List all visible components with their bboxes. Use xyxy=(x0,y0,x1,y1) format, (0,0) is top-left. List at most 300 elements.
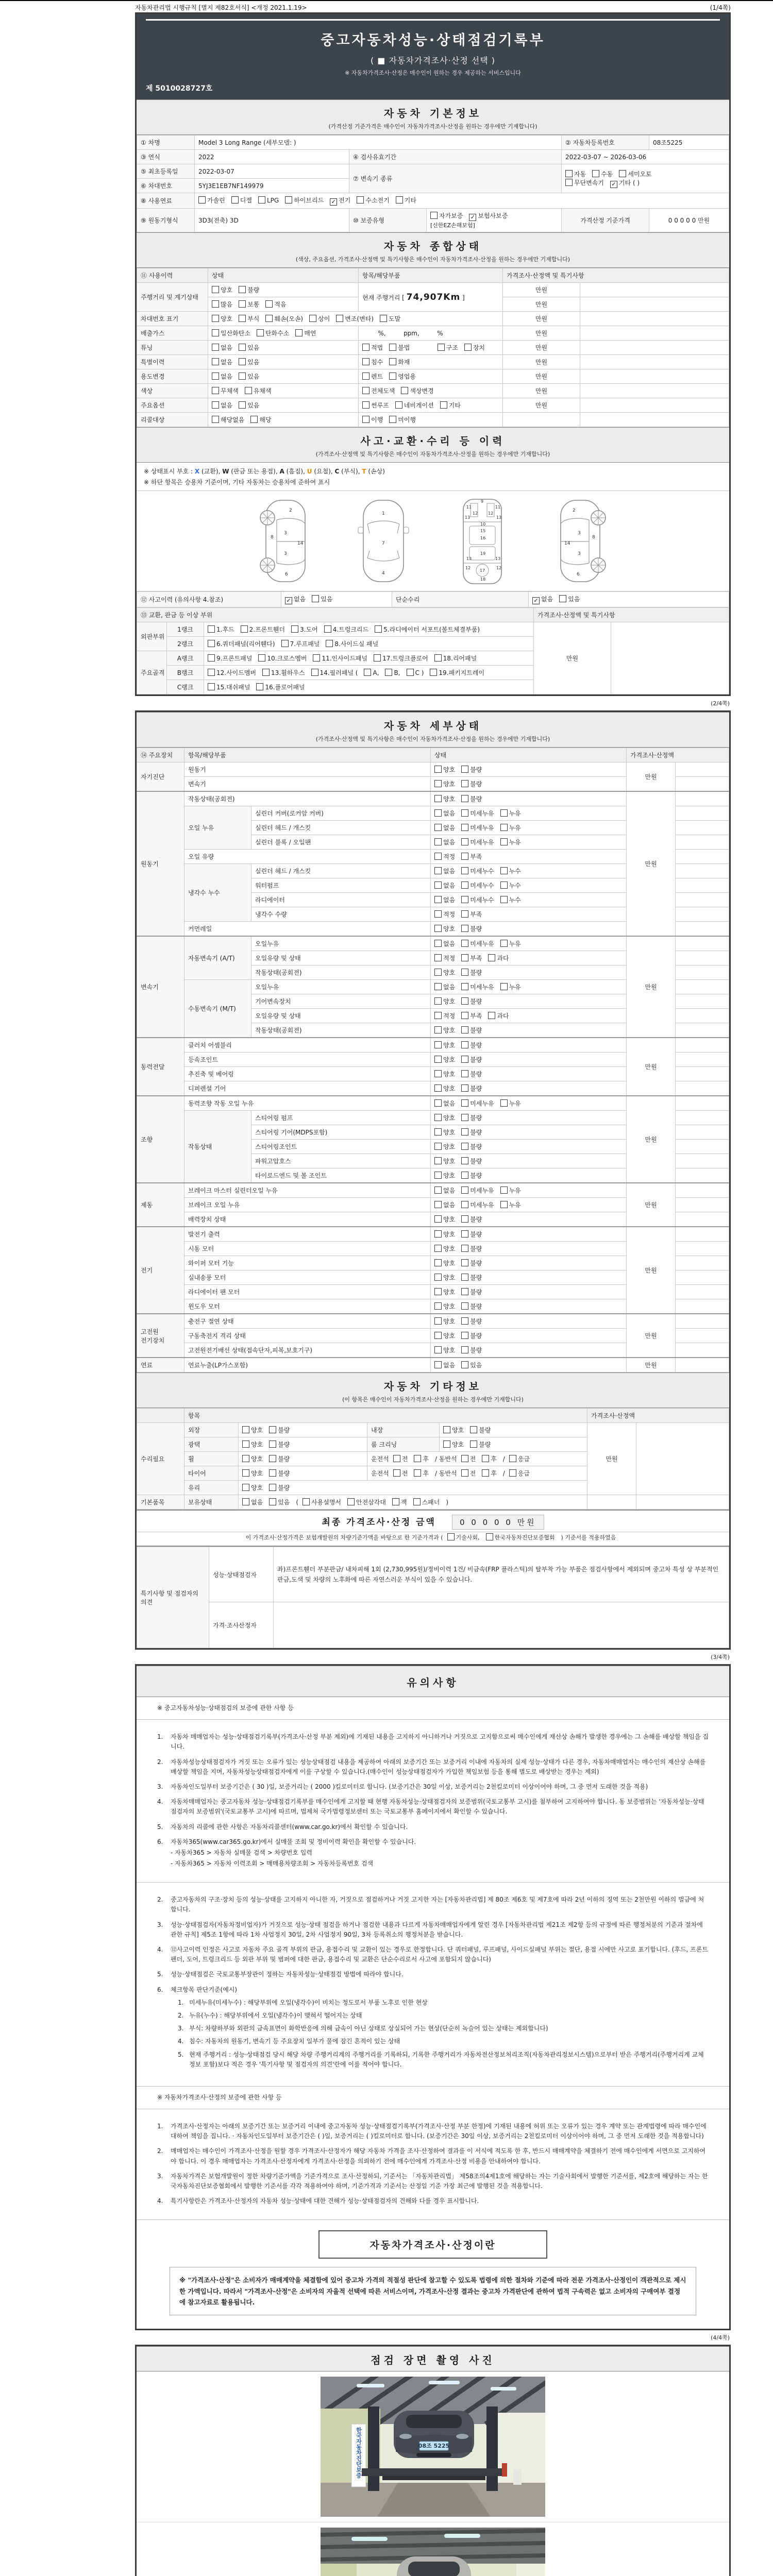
checkbox[interactable] xyxy=(212,315,219,322)
checkbox[interactable] xyxy=(303,1498,310,1505)
checkbox[interactable] xyxy=(461,1114,468,1121)
checkbox[interactable] xyxy=(443,1440,450,1448)
panel-number: 8 xyxy=(592,535,595,540)
checkbox[interactable] xyxy=(461,983,468,990)
fuel-options xyxy=(195,193,729,209)
checkbox[interactable] xyxy=(231,196,239,204)
checkbox[interactable] xyxy=(313,654,320,662)
checkbox[interactable] xyxy=(461,1201,468,1208)
checkbox[interactable] xyxy=(461,1157,468,1164)
checkbox[interactable] xyxy=(242,1455,249,1462)
checkbox[interactable] xyxy=(258,654,265,662)
remarks-cell xyxy=(676,1009,729,1023)
checkbox[interactable] xyxy=(509,1469,516,1477)
checkbox[interactable] xyxy=(434,1056,442,1063)
checkbox[interactable] xyxy=(362,401,369,409)
checkbox[interactable] xyxy=(269,1484,276,1491)
checkbox[interactable] xyxy=(592,170,599,177)
checkbox[interactable] xyxy=(461,1317,468,1325)
legend-item: W (판금 또는 용접) xyxy=(222,468,276,475)
notice-item xyxy=(157,1895,709,1914)
checkbox[interactable] xyxy=(212,372,219,380)
checkbox[interactable] xyxy=(434,780,442,787)
notice-item-sub: - 자동차365 > 자동차 실매물 검색 > 차량번호 입력 xyxy=(171,1849,312,1856)
checkbox-option: 구조 xyxy=(438,344,458,351)
item-label: 등속조인트 xyxy=(184,1053,431,1067)
checkbox[interactable] xyxy=(269,1440,276,1448)
notice-item xyxy=(157,2122,709,2141)
checkbox[interactable] xyxy=(389,344,396,351)
checkbox[interactable] xyxy=(380,315,387,322)
checkbox[interactable] xyxy=(434,1012,442,1019)
checkbox[interactable] xyxy=(565,179,573,186)
checkbox[interactable] xyxy=(447,1533,455,1540)
checkbox[interactable] xyxy=(461,780,468,787)
checkbox[interactable] xyxy=(434,1157,442,1164)
checkbox[interactable] xyxy=(430,669,437,676)
checkbox[interactable] xyxy=(375,625,382,633)
car-rear xyxy=(397,2556,471,2576)
checkbox[interactable] xyxy=(461,795,468,802)
checkbox[interactable] xyxy=(434,954,442,961)
checkbox[interactable] xyxy=(242,1469,249,1477)
checkbox[interactable] xyxy=(242,1440,249,1448)
checkbox[interactable] xyxy=(500,983,508,990)
panel-number: 3 xyxy=(578,531,581,536)
remarks-cell xyxy=(676,907,729,922)
status-options xyxy=(431,1198,627,1212)
checkbox[interactable] xyxy=(509,1455,516,1462)
checkbox-option: 있음 xyxy=(239,344,259,351)
checkbox[interactable] xyxy=(434,1230,442,1238)
checkbox[interactable] xyxy=(440,401,447,409)
remarks-cell xyxy=(676,1270,729,1285)
checkbox[interactable] xyxy=(434,1128,442,1136)
checkbox[interactable] xyxy=(362,387,369,394)
checkbox[interactable] xyxy=(434,882,442,889)
status-options xyxy=(431,907,627,922)
checkbox[interactable]: ✓ xyxy=(330,198,337,206)
checkbox[interactable] xyxy=(434,824,442,831)
checkbox[interactable] xyxy=(389,372,396,380)
checkbox[interactable] xyxy=(362,416,369,423)
checkbox[interactable] xyxy=(239,358,246,365)
checkbox[interactable] xyxy=(443,1426,450,1433)
checkbox[interactable] xyxy=(461,1215,468,1223)
price-cell: 만원 xyxy=(503,355,580,369)
checkbox-option: 변조(변타) xyxy=(336,315,374,323)
notice-sub-item-text: 침수: 자동차의 원동기, 변속기 등 주요장치 일부가 물에 잠긴 흔적이 있는 상태 xyxy=(189,2038,400,2045)
checkbox[interactable] xyxy=(312,595,319,602)
checkbox[interactable] xyxy=(239,372,246,380)
checkbox-option: 적법 xyxy=(362,344,383,351)
checkbox-option: 불량 xyxy=(461,1245,482,1252)
checkbox[interactable] xyxy=(362,358,369,365)
checkbox[interactable] xyxy=(239,344,246,351)
checkbox[interactable] xyxy=(461,954,468,961)
checkbox[interactable] xyxy=(393,1455,400,1462)
remarks-cell xyxy=(676,1183,729,1198)
checkbox[interactable] xyxy=(414,1469,421,1477)
checkbox-option: 13.휠하우스 xyxy=(262,669,305,676)
checkbox[interactable] xyxy=(434,1361,442,1368)
warranty-options xyxy=(427,209,562,232)
checkbox[interactable] xyxy=(461,1469,468,1477)
checkbox-option: 수소전기 xyxy=(357,197,389,204)
checkbox[interactable] xyxy=(385,669,392,676)
checkbox[interactable] xyxy=(212,329,219,336)
checkbox-option: 전 xyxy=(461,1470,476,1477)
col-price-remarks: 가격조사·산정액 및 특기사항 xyxy=(503,268,729,283)
checkbox[interactable] xyxy=(208,669,215,676)
checkbox[interactable] xyxy=(434,997,442,1005)
checkbox[interactable] xyxy=(434,1259,442,1266)
checkbox[interactable] xyxy=(258,196,265,204)
checkbox[interactable]: ✓ xyxy=(285,597,292,604)
item-label: 기어변속장치 xyxy=(251,994,431,1009)
checkbox[interactable] xyxy=(470,1426,477,1433)
checkbox[interactable] xyxy=(488,1012,495,1019)
checkbox[interactable] xyxy=(212,286,219,293)
checkbox[interactable] xyxy=(461,969,468,976)
checkbox[interactable] xyxy=(461,1012,468,1019)
checkbox[interactable] xyxy=(262,669,270,676)
document-title: 중고자동차성능·상태점검기록부 xyxy=(321,32,545,48)
checkbox[interactable] xyxy=(500,1099,508,1107)
checkbox[interactable] xyxy=(434,1245,442,1252)
checkbox-option: 해당없음 xyxy=(212,416,244,423)
checkbox[interactable] xyxy=(242,1426,249,1433)
checkbox[interactable] xyxy=(559,595,566,602)
car-damage-diagrams xyxy=(137,491,729,591)
checkbox[interactable] xyxy=(291,625,298,633)
checkbox[interactable] xyxy=(389,416,396,423)
checkbox[interactable] xyxy=(500,838,508,845)
checkbox[interactable] xyxy=(461,896,468,903)
checkbox[interactable] xyxy=(212,401,219,409)
checkbox[interactable] xyxy=(434,1041,442,1048)
checkbox[interactable] xyxy=(434,654,442,662)
checkbox[interactable] xyxy=(392,1498,399,1505)
checkbox[interactable] xyxy=(401,387,408,394)
checkbox-option: 응급 xyxy=(509,1455,530,1463)
checkbox[interactable] xyxy=(461,766,468,773)
checkbox[interactable] xyxy=(336,315,343,322)
label-warranty-type: ⑩ 보증유형 xyxy=(349,209,427,232)
top-meta xyxy=(135,3,731,12)
checkbox[interactable] xyxy=(198,196,206,204)
checkbox-option: 양호 xyxy=(443,1441,464,1448)
checkbox[interactable] xyxy=(324,625,331,633)
wheel-options xyxy=(239,1452,367,1466)
checkbox[interactable] xyxy=(434,969,442,976)
checkbox[interactable] xyxy=(311,669,318,676)
checkbox[interactable] xyxy=(434,1201,442,1208)
checkbox[interactable] xyxy=(434,1346,442,1353)
checkbox-option: 4.트렁크리드 xyxy=(324,626,368,633)
checkbox[interactable] xyxy=(434,1143,442,1150)
base-price-digits: 0 0 0 0 0 xyxy=(668,217,696,224)
checkbox-option: 양호 xyxy=(434,795,455,803)
checkbox[interactable] xyxy=(212,300,219,308)
checkbox[interactable] xyxy=(619,170,626,177)
checkbox[interactable] xyxy=(461,882,468,889)
checkbox[interactable] xyxy=(241,625,248,633)
checkbox[interactable] xyxy=(500,1201,508,1208)
legend-item: T (손상) xyxy=(362,468,385,475)
section-accident-history xyxy=(137,427,729,463)
checkbox[interactable] xyxy=(208,654,215,662)
checkbox[interactable] xyxy=(434,925,442,932)
checkbox[interactable] xyxy=(461,1274,468,1281)
checkbox[interactable] xyxy=(208,640,215,647)
checkbox[interactable] xyxy=(285,196,292,204)
checkbox[interactable] xyxy=(357,196,364,204)
label-first-reg: ⑤ 최초등록일 xyxy=(137,164,195,179)
price-cell: 만원 xyxy=(627,1227,676,1314)
checkbox[interactable] xyxy=(500,896,508,903)
checkbox[interactable] xyxy=(461,1302,468,1310)
checkbox[interactable] xyxy=(434,853,442,860)
checkbox[interactable] xyxy=(434,910,442,918)
notice-item-text: 자동차365(www.car365.go.kr)에서 실매물 조회 및 정비이력 확인을 확인할 수 있습니다. - 자동차365 > 자동차 실매물 검색 > 차량번호 입력 - 자동차365 > 자동차 이력조회 > 매매용차량조회 > 자동차등록번호 검색 xyxy=(171,1837,709,1869)
checkbox-option: 부족 xyxy=(461,853,482,860)
checkbox[interactable] xyxy=(461,1187,468,1194)
checkbox[interactable] xyxy=(461,1361,468,1368)
checkbox[interactable] xyxy=(434,896,442,903)
checkbox[interactable] xyxy=(461,1288,468,1295)
checkbox[interactable] xyxy=(434,1332,442,1339)
checkbox[interactable] xyxy=(269,1498,276,1505)
checkbox[interactable] xyxy=(208,625,215,633)
checkbox[interactable] xyxy=(434,1187,442,1194)
notice-item-text: ⑫사고이력 인정은 사고로 자동차 주요 골격 부위의 판금, 용접수리 및 교환이 있는 경우로 한정합니다. 단 쿼터패널, 루프패널, 사이드실패널 부위는 절단, 용접 시에만 사고로 표기합니다. (후드, 프론트펜더, 도어, 트렁크리드 등 외판 부위 및 범퍼에 대한 판금, 용접수리 및 교환은 단순수리로서 사고에 포함되지 않습니다) xyxy=(171,1946,708,1963)
checkbox[interactable] xyxy=(434,940,442,947)
emission-units: %, ppm, % xyxy=(359,326,503,341)
checkbox[interactable]: ✓ xyxy=(610,181,617,188)
checkbox[interactable] xyxy=(434,809,442,817)
checkbox[interactable] xyxy=(461,1128,468,1136)
notice-sub-item xyxy=(171,2024,709,2033)
checkbox[interactable] xyxy=(434,1084,442,1092)
checkbox[interactable] xyxy=(461,1099,468,1107)
checkbox[interactable] xyxy=(434,1288,442,1295)
checkbox[interactable] xyxy=(396,196,403,204)
notice-item-number: 6. xyxy=(157,1986,163,1993)
checkbox[interactable] xyxy=(242,1498,249,1505)
checkbox[interactable] xyxy=(500,940,508,947)
checkbox[interactable] xyxy=(347,1498,355,1505)
checkbox[interactable] xyxy=(434,1099,442,1107)
checkbox[interactable] xyxy=(413,1498,421,1505)
checkbox[interactable] xyxy=(269,1469,276,1477)
checkbox[interactable] xyxy=(430,212,438,219)
checkbox[interactable] xyxy=(364,669,371,676)
checkbox-option: 양호 xyxy=(434,1231,455,1238)
checkbox[interactable] xyxy=(269,1455,276,1462)
section-other-info xyxy=(137,1372,729,1408)
label-performance-inspector: 성능·상태점검자 xyxy=(209,1547,274,1602)
checkbox[interactable] xyxy=(281,640,289,647)
checkbox[interactable] xyxy=(257,329,264,336)
notice-item xyxy=(157,1822,709,1832)
checkbox[interactable] xyxy=(434,983,442,990)
checkbox-option: 불량 xyxy=(269,1427,290,1434)
notice-sub-item-text: 누유(누수) : 해당부위에서 오일(냉각수)이 맺혀서 떨어지는 상태 xyxy=(189,2011,362,2019)
checkbox-option: 누유 xyxy=(500,810,521,817)
checkbox[interactable] xyxy=(389,358,396,365)
checkbox[interactable] xyxy=(395,401,402,409)
checkbox[interactable] xyxy=(500,882,508,889)
checkbox[interactable] xyxy=(212,387,219,394)
remarks-cell xyxy=(580,297,729,312)
checkbox-option: 양호 xyxy=(434,969,455,976)
checkbox[interactable] xyxy=(488,954,495,961)
checkbox-option: 불량 xyxy=(269,1470,290,1477)
subgroup-label: 오일 누유 xyxy=(184,806,251,850)
legend-item: A (흠집) xyxy=(279,468,304,475)
checkbox-option: 전 xyxy=(461,1455,476,1463)
checkbox[interactable] xyxy=(434,795,442,802)
checkbox[interactable] xyxy=(438,344,445,351)
checkbox[interactable] xyxy=(434,766,442,773)
checkbox[interactable] xyxy=(212,416,219,423)
checkbox-option: 10.크로스멤버 xyxy=(258,655,307,662)
checkbox[interactable] xyxy=(461,1070,468,1077)
checkbox[interactable] xyxy=(461,940,468,947)
checkbox[interactable] xyxy=(461,838,468,845)
item-label: 고전원전기배선 상태(접속단자,피복,보호기구) xyxy=(184,1343,431,1358)
remarks-cell xyxy=(676,1343,729,1358)
checkbox[interactable] xyxy=(464,344,472,351)
checkbox-option: 적정 xyxy=(434,911,455,918)
checkbox[interactable] xyxy=(461,925,468,932)
checkbox[interactable] xyxy=(500,1187,508,1194)
price-cell: 만원 xyxy=(503,297,580,312)
checkbox-option: 양호 xyxy=(434,1332,455,1340)
notice-item-text: 자동차매매업자는 중고자동차 성능·상태점검기록부를 매수인에게 고지할 때 현행 자동차성능·상태점검자의 보증범위(국토교통부 고시)를 첨부하여 고지하여야 합니다. 동 보증범위는 '자동차성능·상태점검자의 보증범위'(국토교통부 고시)에 따르며, 법제처 국가법령정보센터 또는 국토교통부 홈페이지에서 확인할 수 있습니다. xyxy=(171,1798,704,1816)
checkbox[interactable] xyxy=(434,1317,442,1325)
checkbox[interactable] xyxy=(245,387,252,394)
checkbox-option: 불량 xyxy=(461,1071,482,1078)
remarks-cell xyxy=(676,762,729,777)
item-label: 냉각수 수량 xyxy=(251,907,431,922)
checkbox[interactable] xyxy=(461,1041,468,1048)
main-option-type-options xyxy=(359,398,503,413)
checkbox[interactable] xyxy=(434,1114,442,1121)
checkbox[interactable] xyxy=(434,1026,442,1033)
checkbox[interactable] xyxy=(362,344,369,351)
checkbox[interactable] xyxy=(461,1259,468,1266)
checkbox[interactable] xyxy=(434,1172,442,1179)
rank-1-label: 1랭크 xyxy=(167,622,204,637)
remarks-cell xyxy=(676,878,729,893)
panel-number: 6 xyxy=(577,572,580,577)
checkbox[interactable] xyxy=(414,1455,421,1462)
checkbox[interactable] xyxy=(434,1274,442,1281)
checkbox-option: 없음 xyxy=(212,344,232,351)
checkbox[interactable] xyxy=(212,344,219,351)
checkbox[interactable] xyxy=(461,1332,468,1339)
checkbox[interactable] xyxy=(265,315,273,322)
checkbox[interactable] xyxy=(461,809,468,817)
checkbox[interactable] xyxy=(482,1455,489,1462)
checkbox[interactable] xyxy=(295,329,303,336)
checkbox[interactable] xyxy=(461,853,468,860)
checkbox[interactable] xyxy=(265,300,273,308)
checkbox-option: 전 xyxy=(393,1470,408,1477)
checkbox[interactable] xyxy=(500,824,508,831)
checkbox-option: 2.프론트휀더 xyxy=(241,626,285,633)
checkbox[interactable]: ✓ xyxy=(532,597,540,604)
checkbox[interactable]: ✓ xyxy=(469,214,476,221)
checkbox[interactable] xyxy=(461,824,468,831)
remarks-cell xyxy=(676,893,729,907)
status-options xyxy=(431,1183,627,1198)
status-options xyxy=(431,1053,627,1067)
checkbox[interactable] xyxy=(434,838,442,845)
checkbox[interactable] xyxy=(256,683,263,690)
checkbox[interactable] xyxy=(326,640,333,647)
checkbox[interactable] xyxy=(239,286,246,293)
checkbox[interactable] xyxy=(461,1245,468,1252)
checkbox-option: 자동 xyxy=(565,171,586,178)
checkbox[interactable] xyxy=(407,669,414,676)
checkbox[interactable] xyxy=(461,1056,468,1063)
checkbox[interactable] xyxy=(212,358,219,365)
checkbox[interactable] xyxy=(239,401,246,409)
checkbox[interactable] xyxy=(374,654,381,662)
checkbox[interactable] xyxy=(434,1070,442,1077)
checkbox[interactable] xyxy=(461,1455,468,1462)
col-usage-history: ⑪ 사용이력 xyxy=(137,268,208,283)
checkbox[interactable] xyxy=(500,809,508,817)
value-vin: 5YJ3E1EB7NF149979 xyxy=(195,179,349,193)
checkbox[interactable] xyxy=(434,1215,442,1223)
checkbox[interactable] xyxy=(461,1084,468,1092)
status-options xyxy=(431,1067,627,1081)
checkbox[interactable] xyxy=(461,867,468,874)
checkbox[interactable] xyxy=(242,1484,249,1491)
checkbox[interactable] xyxy=(500,867,508,874)
checkbox[interactable] xyxy=(393,1469,400,1477)
checkbox[interactable] xyxy=(269,1426,276,1433)
checkbox[interactable] xyxy=(461,1346,468,1353)
checkbox[interactable] xyxy=(309,315,316,322)
checkbox[interactable] xyxy=(208,683,215,690)
checkbox[interactable] xyxy=(470,1440,477,1448)
checkbox[interactable] xyxy=(461,1230,468,1238)
checkbox[interactable] xyxy=(461,1143,468,1150)
checkbox[interactable] xyxy=(482,1469,489,1477)
checkbox[interactable] xyxy=(461,910,468,918)
checkbox[interactable] xyxy=(250,416,258,423)
checkbox[interactable] xyxy=(239,300,246,308)
checkbox[interactable] xyxy=(239,315,246,322)
checkbox[interactable] xyxy=(565,170,573,177)
checkbox-option: ✓ 기타 ( ) xyxy=(610,179,640,187)
checkbox[interactable] xyxy=(362,372,369,380)
checkbox[interactable] xyxy=(434,1302,442,1310)
checkbox[interactable] xyxy=(461,1026,468,1033)
checkbox[interactable] xyxy=(434,867,442,874)
item-label: 실린더 헤드 / 개스킷 xyxy=(251,864,431,878)
checkbox-option: 양호 xyxy=(212,286,232,294)
checkbox[interactable] xyxy=(486,1533,493,1540)
remarks-cell xyxy=(676,1081,729,1096)
checkbox[interactable] xyxy=(461,997,468,1005)
checkbox[interactable] xyxy=(461,1172,468,1179)
